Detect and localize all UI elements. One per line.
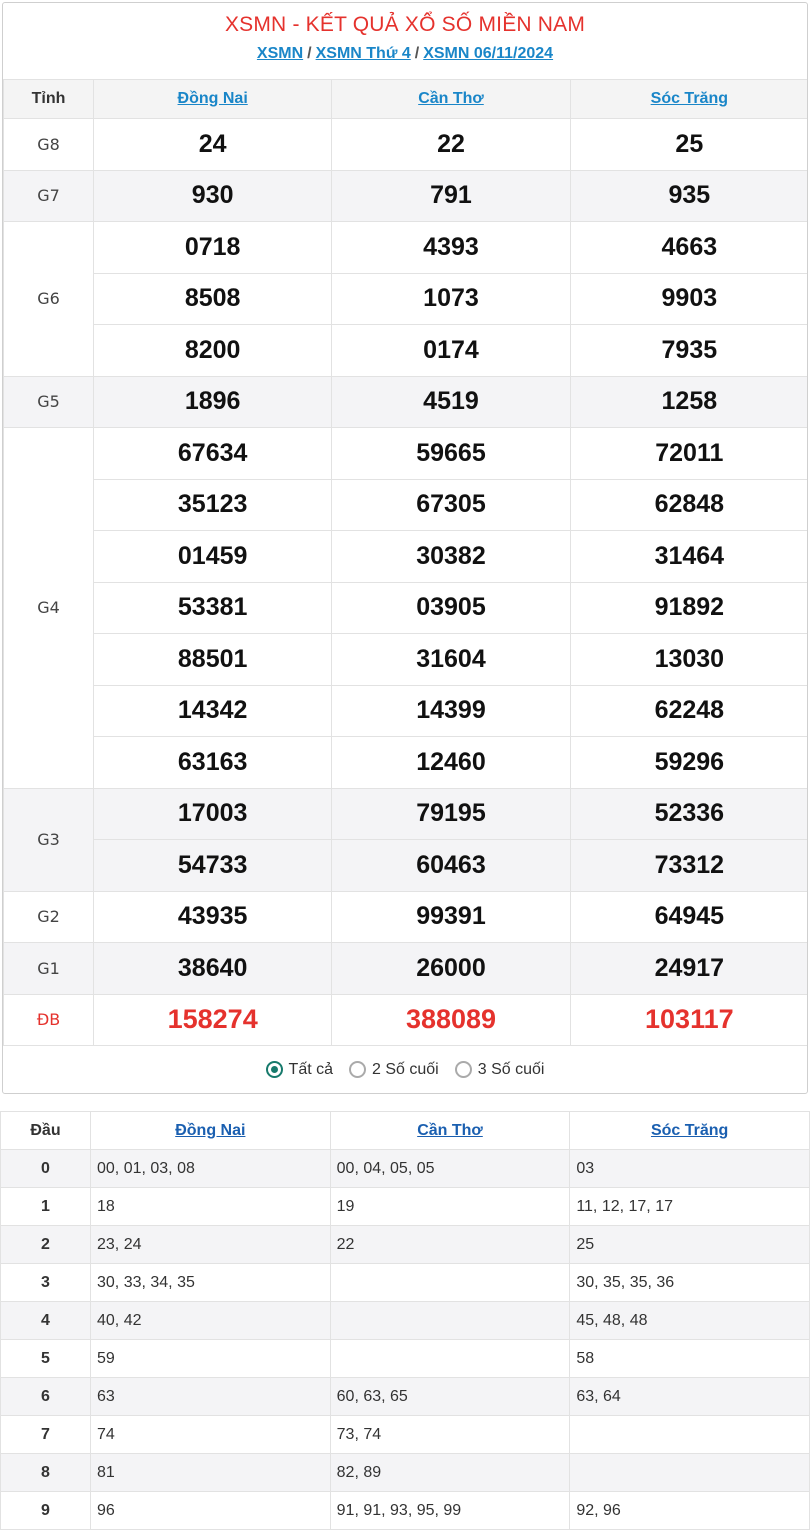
prize-number: 7935: [570, 325, 808, 377]
loto-header-soc-trang: [570, 1112, 810, 1150]
breadcrumb-separator: /: [414, 45, 420, 62]
loto-values: [330, 1340, 570, 1378]
prize-number: 935: [570, 170, 808, 222]
head-digit: 7: [1, 1416, 91, 1454]
prize-number: 59296: [570, 737, 808, 789]
prize-number: 0718: [94, 222, 332, 274]
prize-row: [4, 325, 809, 377]
prize-row: [4, 222, 809, 274]
loto-row: [1, 1264, 810, 1302]
prize-number: 24917: [570, 943, 808, 995]
loto-values: [330, 1264, 570, 1302]
prize-number: 9903: [570, 273, 808, 325]
prize-label: G5: [4, 376, 94, 428]
loto-values: 45, 48, 48: [570, 1302, 810, 1340]
prize-number: 1073: [332, 273, 570, 325]
loto-values: [570, 1454, 810, 1492]
province-link-soc-trang[interactable]: Sóc Trăng: [650, 90, 728, 107]
loto-values: 59: [91, 1340, 331, 1378]
prize-number: 63163: [94, 737, 332, 789]
loto-values: 19: [330, 1188, 570, 1226]
loto-values: [330, 1302, 570, 1340]
loto-values: 25: [570, 1226, 810, 1264]
prize-label: G3: [4, 788, 94, 891]
loto-link-dong-nai[interactable]: Đồng Nai: [175, 1121, 246, 1139]
prize-number: 791: [332, 170, 570, 222]
prize-label: G4: [4, 428, 94, 789]
breadcrumb: [3, 45, 807, 63]
loto-values: 11, 12, 17, 17: [570, 1188, 810, 1226]
head-digit: 1: [1, 1188, 91, 1226]
prize-number: 0174: [332, 325, 570, 377]
prize-number: 43935: [94, 891, 332, 943]
prize-row: [4, 531, 809, 583]
prize-row: [4, 891, 809, 943]
prize-number: 60463: [332, 840, 570, 892]
loto-values: 63, 64: [570, 1378, 810, 1416]
prize-row: [4, 943, 809, 995]
breadcrumb-weekday[interactable]: XSMN Thứ 4: [315, 45, 411, 62]
loto-values: 30, 35, 35, 36: [570, 1264, 810, 1302]
prize-number: 14399: [332, 685, 570, 737]
prize-number: 53381: [94, 582, 332, 634]
loto-row: [1, 1188, 810, 1226]
prize-number: 88501: [94, 634, 332, 686]
prize-number: 03905: [332, 582, 570, 634]
breadcrumb-date[interactable]: XSMN 06/11/2024: [423, 45, 554, 62]
loto-row: [1, 1340, 810, 1378]
prize-number: 99391: [332, 891, 570, 943]
prize-number: 17003: [94, 788, 332, 840]
prize-number: 38640: [94, 943, 332, 995]
loto-header-dong-nai: [91, 1112, 331, 1150]
loto-row: [1, 1416, 810, 1454]
loto-values: 22: [330, 1226, 570, 1264]
prize-row: [4, 840, 809, 892]
head-digit: 4: [1, 1302, 91, 1340]
loto-values: 40, 42: [91, 1302, 331, 1340]
loto-body: [1, 1150, 810, 1530]
prize-number: 59665: [332, 428, 570, 480]
loto-row: [1, 1454, 810, 1492]
loto-values: 58: [570, 1340, 810, 1378]
loto-row: [1, 1492, 810, 1530]
prize-number: 01459: [94, 531, 332, 583]
province-header-dong-nai: [94, 80, 332, 119]
prize-number: 91892: [570, 582, 808, 634]
loto-values: 82, 89: [330, 1454, 570, 1492]
loto-link-soc-trang[interactable]: Sóc Trăng: [650, 1121, 729, 1139]
results-table: [3, 79, 808, 1046]
prize-number: 14342: [94, 685, 332, 737]
loto-table: [0, 1111, 810, 1530]
prize-number: 52336: [570, 788, 808, 840]
prize-number: 30382: [332, 531, 570, 583]
prize-label: G7: [4, 170, 94, 222]
prize-number: 13030: [570, 634, 808, 686]
breadcrumb-xsmn[interactable]: XSMN: [256, 45, 304, 62]
prize-row: [4, 273, 809, 325]
prize-number: 62248: [570, 685, 808, 737]
loto-values: 00, 01, 03, 08: [91, 1150, 331, 1188]
special-prize-number: 158274: [94, 994, 332, 1046]
prize-row: [4, 170, 809, 222]
prize-number: 31464: [570, 531, 808, 583]
loto-header-can-tho: [330, 1112, 570, 1150]
prize-number: 1258: [570, 376, 808, 428]
head-digit: 5: [1, 1340, 91, 1378]
province-column-header: Tỉnh: [4, 80, 94, 119]
prize-label: G6: [4, 222, 94, 377]
prize-number: 35123: [94, 479, 332, 531]
prize-label: G1: [4, 943, 94, 995]
prize-number: 1896: [94, 376, 332, 428]
loto-values: 81: [91, 1454, 331, 1492]
loto-header-row: [1, 1112, 810, 1150]
prize-number: 64945: [570, 891, 808, 943]
prize-number: 67634: [94, 428, 332, 480]
prize-number: 8200: [94, 325, 332, 377]
results-header-row: [4, 80, 809, 119]
loto-values: 63: [91, 1378, 331, 1416]
prize-row: [4, 428, 809, 480]
province-header-soc-trang: [570, 80, 808, 119]
prize-number: 24: [94, 119, 332, 171]
loto-values: 96: [91, 1492, 331, 1530]
head-digit: 0: [1, 1150, 91, 1188]
prize-row: [4, 685, 809, 737]
loto-values: 23, 24: [91, 1226, 331, 1264]
prize-number: 8508: [94, 273, 332, 325]
loto-row: [1, 1378, 810, 1416]
province-link-can-tho[interactable]: Cần Thơ: [418, 90, 484, 107]
prize-number: 54733: [94, 840, 332, 892]
loto-values: 00, 04, 05, 05: [330, 1150, 570, 1188]
prize-number: 12460: [332, 737, 570, 789]
prize-number: 930: [94, 170, 332, 222]
radio-unselected-icon[interactable]: [349, 1061, 366, 1078]
prize-number: 79195: [332, 788, 570, 840]
breadcrumb-separator: /: [307, 45, 312, 62]
prize-label: G2: [4, 891, 94, 943]
results-body: [4, 119, 809, 1046]
prize-row: [4, 737, 809, 789]
special-prize-number: 103117: [570, 994, 808, 1046]
prize-row: [4, 119, 809, 171]
prize-number: 4663: [570, 222, 808, 274]
filter-option-label: Tất cả: [288, 1060, 334, 1078]
digit-filter: [3, 1046, 807, 1093]
prize-number: 22: [332, 119, 570, 171]
loto-values: 30, 33, 34, 35: [91, 1264, 331, 1302]
prize-number: 25: [570, 119, 808, 171]
prize-number: 72011: [570, 428, 808, 480]
page-title: XSMN - KẾT QUẢ XỔ SỐ MIỀN NAM: [224, 13, 586, 36]
filter-option-last-3[interactable]: [455, 1061, 545, 1079]
filter-option-label: 2 Số cuối: [372, 1060, 439, 1078]
prize-number: 4393: [332, 222, 570, 274]
results-header: [3, 3, 807, 79]
results-card: [2, 2, 808, 1094]
prize-label: ĐB: [4, 994, 94, 1046]
loto-values: 18: [91, 1188, 331, 1226]
loto-values: 03: [570, 1150, 810, 1188]
prize-row: [4, 788, 809, 840]
loto-row: [1, 1150, 810, 1188]
head-digit: 9: [1, 1492, 91, 1530]
province-header-can-tho: [332, 80, 570, 119]
prize-number: 67305: [332, 479, 570, 531]
head-digit: 3: [1, 1264, 91, 1302]
prize-number: 62848: [570, 479, 808, 531]
filter-option-all[interactable]: [266, 1061, 333, 1079]
prize-row: [4, 634, 809, 686]
prize-row: [4, 994, 809, 1046]
loto-link-can-tho[interactable]: Cần Thơ: [417, 1121, 483, 1139]
loto-values: 73, 74: [330, 1416, 570, 1454]
province-link-dong-nai[interactable]: Đồng Nai: [177, 90, 248, 107]
radio-unselected-icon[interactable]: [455, 1061, 472, 1078]
filter-option-last-2[interactable]: [349, 1061, 439, 1079]
loto-values: 74: [91, 1416, 331, 1454]
filter-option-label: 3 Số cuối: [477, 1060, 545, 1078]
head-digit: 2: [1, 1226, 91, 1264]
head-digit-column-header: Đầu: [1, 1112, 91, 1150]
prize-number: 4519: [332, 376, 570, 428]
loto-row: [1, 1226, 810, 1264]
prize-row: [4, 376, 809, 428]
prize-number: 26000: [332, 943, 570, 995]
loto-values: 91, 91, 93, 95, 99: [330, 1492, 570, 1530]
special-prize-number: 388089: [332, 994, 570, 1046]
head-digit: 8: [1, 1454, 91, 1492]
prize-number: 31604: [332, 634, 570, 686]
head-digit: 6: [1, 1378, 91, 1416]
radio-selected-icon[interactable]: [266, 1061, 283, 1078]
prize-row: [4, 582, 809, 634]
loto-values: 92, 96: [570, 1492, 810, 1530]
loto-row: [1, 1302, 810, 1340]
prize-row: [4, 479, 809, 531]
prize-number: 73312: [570, 840, 808, 892]
prize-label: G8: [4, 119, 94, 171]
loto-values: 60, 63, 65: [330, 1378, 570, 1416]
loto-values: [570, 1416, 810, 1454]
